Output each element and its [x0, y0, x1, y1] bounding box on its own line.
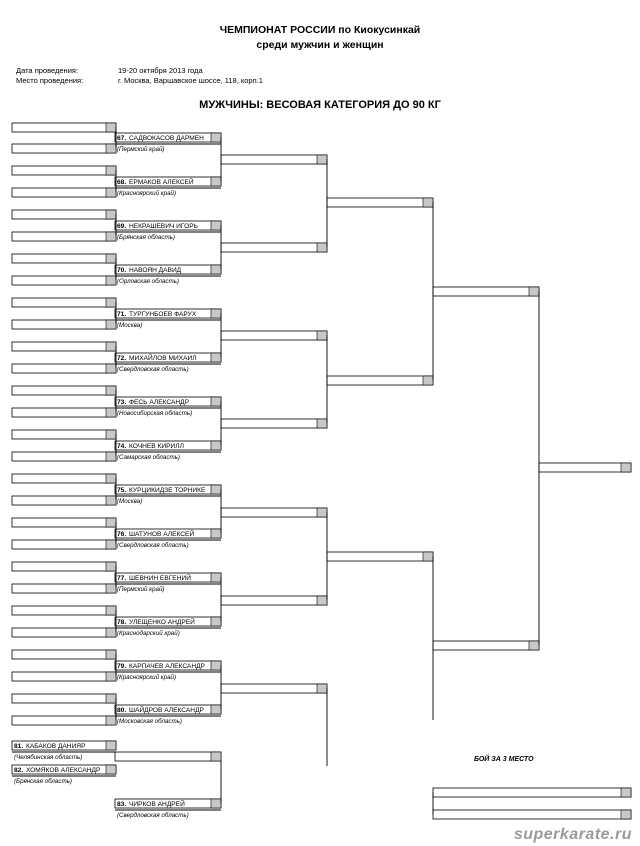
entry-slot: [12, 210, 116, 219]
entry-slot: [12, 518, 116, 527]
fighter-region: (Орловская область): [117, 278, 179, 285]
entry-slot-score: [106, 342, 116, 351]
entry-slot-score: [106, 650, 116, 659]
championship-subtitle: среди мужчин и женщин: [256, 39, 384, 51]
fighter-number: 78.: [117, 619, 127, 626]
fighter-slot-score: [211, 529, 221, 538]
entry-slot-score: [106, 474, 116, 483]
entry-slot: [12, 540, 116, 549]
fighter-region: (Самарская область): [117, 454, 180, 461]
entry-slot-score: [106, 430, 116, 439]
fighter-name: САДВОКАСОВ ДАРМЕН: [129, 135, 204, 142]
fighter-slot-score: [211, 485, 221, 494]
entry-slot: [115, 752, 221, 761]
fighter-region: (Пермский край): [117, 146, 165, 153]
round2-slot: [221, 508, 327, 517]
entry-slot: [12, 298, 116, 307]
round2-slot-score: [317, 684, 327, 693]
final-slot: [539, 463, 631, 472]
third-place-slot: [433, 810, 631, 819]
fighter-number: 75.: [117, 487, 127, 494]
round2-slot: [221, 596, 327, 605]
fighter-name: НАВОЯН ДАВИД: [129, 267, 182, 274]
entry-slot: [12, 408, 116, 417]
entry-slot-score: [106, 276, 116, 285]
fighter-slot-score: [211, 265, 221, 274]
fighter-region: (Челябинская область): [14, 754, 83, 761]
entry-slot: [12, 166, 116, 175]
entry-slot: [12, 320, 116, 329]
fighter-slot-score: [211, 353, 221, 362]
third-place-slot: [433, 788, 631, 797]
entry-slot-score: [106, 298, 116, 307]
entry-slot-score: [106, 188, 116, 197]
entry-slot: [12, 123, 116, 132]
entry-slot-score: [106, 144, 116, 153]
date-value: 19-20 октября 2013 года: [118, 66, 203, 75]
third-place-slot-score: [621, 810, 631, 819]
fighter-slot-score: [211, 799, 221, 808]
entry-slot: [12, 232, 116, 241]
fighter-slot-score: [211, 177, 221, 186]
round2-slot-score: [317, 331, 327, 340]
entry-slot-score: [106, 166, 116, 175]
fighter-number: 82.: [14, 767, 24, 774]
entry-slot-score: [106, 320, 116, 329]
entry-slot: [12, 562, 116, 571]
round3-slot: [327, 376, 433, 385]
entry-slot: [12, 584, 116, 593]
entry-slot-score: [106, 518, 116, 527]
entry-slot: [12, 276, 116, 285]
fighter-name: КАБАКОВ ДАНИЯР: [26, 743, 86, 750]
round2-slot: [221, 243, 327, 252]
fighter-slot-score: [211, 661, 221, 670]
entry-slot-score: [106, 584, 116, 593]
semifinal-slot-score: [529, 641, 539, 650]
entry-slot-score: [106, 364, 116, 373]
fighter-slot-score: [211, 397, 221, 406]
entry-slot-score: [106, 496, 116, 505]
fighter-name: КАРПАЧЕВ АЛЕКСАНДР: [129, 663, 205, 670]
entry-slot-score: [106, 408, 116, 417]
entry-slot-score: [106, 628, 116, 637]
round2-slot: [221, 684, 327, 693]
fighter-slot-score: [106, 765, 116, 774]
entry-slot-score: [211, 752, 221, 761]
entry-slot: [12, 694, 116, 703]
date-label: Дата проведения:: [16, 66, 79, 75]
fighter-region: (Свердловская область): [117, 542, 189, 549]
fighter-region: (Краснодарский край): [117, 630, 180, 637]
fighter-number: 79.: [117, 663, 127, 670]
fighter-region: (Свердловская область): [117, 812, 189, 819]
entry-slot: [12, 254, 116, 263]
fighter-slot-score: [106, 741, 116, 750]
round3-slot: [327, 198, 433, 207]
fighter-region: (Брянская область): [14, 778, 72, 785]
entry-slot-score: [106, 540, 116, 549]
weight-category-heading: МУЖЧИНЫ: ВЕСОВАЯ КАТЕГОРИЯ ДО 90 КГ: [199, 99, 441, 111]
entry-slot: [12, 628, 116, 637]
fighter-number: 74.: [117, 443, 127, 450]
fighter-region: (Пермский край): [117, 586, 165, 593]
fighter-name: ШЕВНИН ЕВГЕНИЙ: [129, 575, 191, 582]
fighter-region: (Брянская область): [117, 234, 175, 241]
fighter-name: ТУРГУНБОЕВ ФАРУХ: [129, 311, 197, 318]
entry-slot: [12, 144, 116, 153]
round3-slot-score: [423, 198, 433, 207]
fighter-slot-score: [211, 705, 221, 714]
entry-slot: [12, 672, 116, 681]
entry-slot: [12, 188, 116, 197]
fighter-name: ЧИРКОВ АНДРЕЙ: [129, 801, 185, 808]
round3-slot: [327, 552, 433, 561]
fighter-name: МИХАЙЛОВ МИХАИЛ: [129, 355, 197, 362]
entry-slot-score: [106, 694, 116, 703]
round2-slot: [221, 419, 327, 428]
fighter-number: 81.: [14, 743, 24, 750]
final-slot-score: [621, 463, 631, 472]
round2-slot: [221, 331, 327, 340]
third-place-slot-score: [621, 788, 631, 797]
fighter-number: 73.: [117, 399, 127, 406]
fighter-name: КОЧНЕВ КИРИЛЛ: [129, 443, 184, 450]
semifinal-slot: [433, 287, 539, 296]
entry-slot: [12, 716, 116, 725]
entry-slot-score: [106, 232, 116, 241]
fighter-number: 70.: [117, 267, 127, 274]
entry-slot-score: [106, 386, 116, 395]
fighter-number: 71.: [117, 311, 127, 318]
fighter-slot-score: [211, 441, 221, 450]
fighter-number: 68.: [117, 179, 127, 186]
entry-slot: [12, 364, 116, 373]
fighter-slot-score: [211, 617, 221, 626]
fighter-region: (Москва): [117, 322, 143, 329]
place-value: г. Москва, Варшавское шоссе, 118, корп.1: [118, 76, 263, 85]
entry-slot: [12, 496, 116, 505]
round2-slot-score: [317, 508, 327, 517]
championship-title: ЧЕМПИОНАТ РОССИИ по Киокусинкай: [219, 24, 421, 36]
entry-slot-score: [106, 606, 116, 615]
fighter-slot-score: [211, 309, 221, 318]
fighter-name: ЕРМАКОВ АЛЕКСЕЙ: [129, 179, 194, 186]
round2-slot-score: [317, 419, 327, 428]
semifinal-slot: [433, 641, 539, 650]
fighter-region: (Московская область): [117, 718, 182, 725]
watermark-logo: superkarate.ru: [513, 826, 632, 843]
entry-slot-score: [106, 123, 116, 132]
entry-slot-score: [106, 672, 116, 681]
semifinal-slot-score: [529, 287, 539, 296]
entry-slot: [12, 606, 116, 615]
entry-slot-score: [106, 210, 116, 219]
fighter-name: ШАТУНОВ АЛЕКСЕЙ: [129, 531, 195, 538]
fighter-name: УЛЕЩЕНКО АНДРЕЙ: [129, 619, 195, 626]
round2-slot: [221, 155, 327, 164]
fighter-slot-score: [211, 221, 221, 230]
round2-slot-score: [317, 155, 327, 164]
entry-slot: [12, 342, 116, 351]
fighter-name: ШАЙДРОВ АЛЕКСАНДР: [129, 707, 204, 714]
entry-slot: [12, 474, 116, 483]
entry-slot-score: [106, 716, 116, 725]
third-place-label: БОЙ ЗА 3 МЕСТО: [474, 756, 534, 763]
round2-slot-score: [317, 596, 327, 605]
place-label: Место проведения:: [16, 76, 84, 85]
entry-slot-score: [106, 452, 116, 461]
entry-slot: [12, 386, 116, 395]
fighter-slot-score: [211, 573, 221, 582]
entry-slot-score: [106, 562, 116, 571]
fighter-number: 76.: [117, 531, 127, 538]
fighter-number: 69.: [117, 223, 127, 230]
fighter-name: ХОМЯКОВ АЛЕКСАНДР: [26, 767, 101, 774]
fighter-name: ФЕСЬ АЛЕКСАНДР: [129, 399, 190, 406]
fighter-region: (Новосибирская область): [117, 410, 193, 417]
entry-slot: [12, 430, 116, 439]
fighter-number: 67.: [117, 135, 127, 142]
fighter-region: (Красноярский край): [117, 190, 177, 197]
fighter-region: (Свердловская область): [117, 366, 189, 373]
entry-slot-score: [106, 254, 116, 263]
fighter-number: 77.: [117, 575, 127, 582]
entry-slot: [12, 650, 116, 659]
round3-slot-score: [423, 376, 433, 385]
fighter-region: (Красноярский край): [117, 674, 177, 681]
fighter-slot-score: [211, 133, 221, 142]
round2-slot-score: [317, 243, 327, 252]
fighter-name: КУРЦИКИДЗЕ ТОРНИКЕ: [129, 487, 206, 494]
entry-slot: [12, 452, 116, 461]
fighter-number: 72.: [117, 355, 127, 362]
fighter-number: 80.: [117, 707, 127, 714]
fighter-name: НЕКРАШЕВИЧ ИГОРЬ: [129, 223, 198, 230]
fighter-number: 83.: [117, 801, 127, 808]
round3-slot-score: [423, 552, 433, 561]
fighter-region: (Москва): [117, 498, 143, 505]
